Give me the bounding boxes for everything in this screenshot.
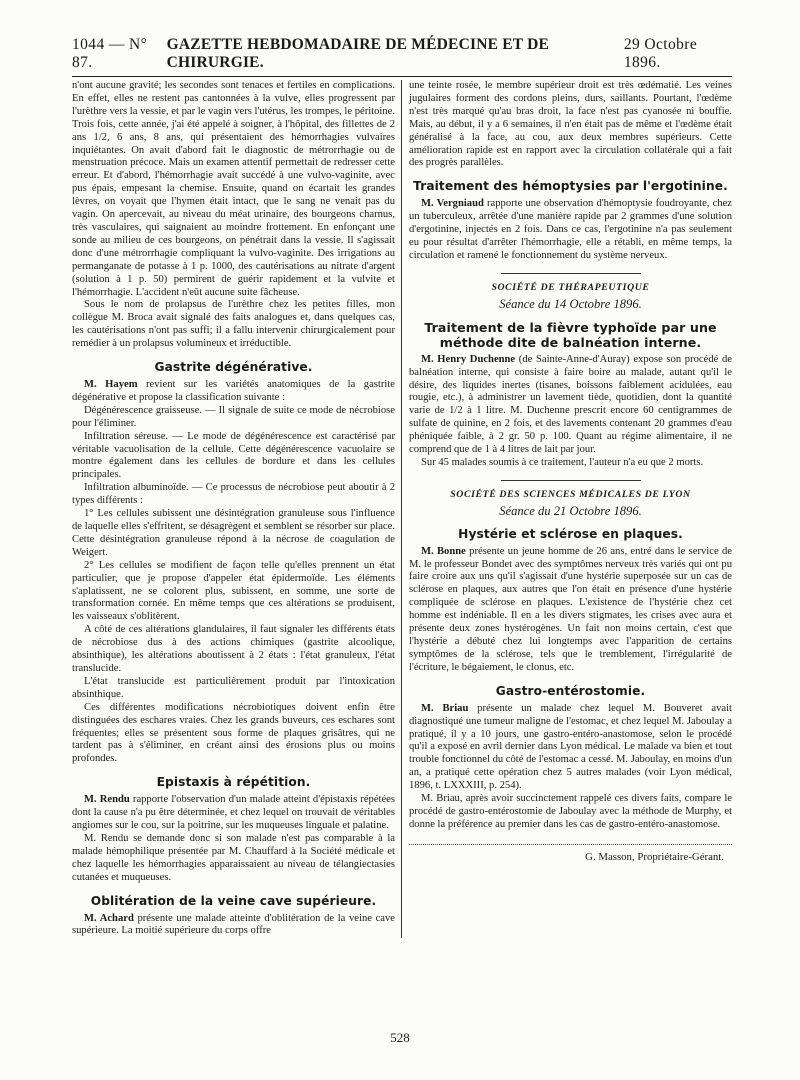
paragraph: Infiltration séreuse. — Le mode de dégénérescence est caractérisé par véritable vacuolisation de la cellule. Cette dégénérescence vacuolaire se montre également dans les cellules de bordure et dans les cellules principales. xyxy=(72,430,395,481)
journal-title: GAZETTE HEBDOMADAIRE DE MÉDECINE ET DE CHIRURGIE. xyxy=(166,36,550,71)
paragraph: Sur 45 malades soumis à ce traitement, l'auteur n'a eu que 2 morts. xyxy=(421,456,704,468)
paragraph: Ces différentes modifications nécrobiotiques doivent enfin être distinguées des eschares vraies. Chez les grands buveurs, ces eschares sont fréquentes; elles se présentent sous forme de plaques grisâtres, qui ne tardent pas à s'éliminer, en créant ainsi des érosions plus ou moins profondes. xyxy=(72,701,395,765)
section-heading: Hystérie et sclérose en plaques. xyxy=(458,526,683,541)
two-column-body xyxy=(72,80,732,938)
paragraph: M. Rendu rapporte l'observation d'un malade atteint d'épistaxis répétées dont la cause n'a pu être déterminée, et chez lequel on trouvait de véritables angiomes sur le cou, sur la poitrine, sur les muqueuses linguale et palatine. xyxy=(72,794,395,832)
right-column xyxy=(402,80,732,938)
paragraph: n'ont aucune gravité; les secondes sont tenaces et fertiles en complications. En effet, elles ne restent pas cantonnées à la vulve, elles progressent par l'urèthre vers la vessie, et par le vagin vers l'utérus, les trompes, le péritoine. Trois fois, cette année, j'ai été appelé à soigner, à l'hôpital, des fillettes de 2 ans 1/2, 6 ans, 8 ans, qui présentaient des hémorrhagies vulvaires inquiétantes. On avait d'abord fait le diagnostic de métrorrhagie ou de menstruation précoce. Mais un examen attentif permettait de redresser cette erreur. Et d'abord, l'hémorrhagie avait succédé à une vulvo-vaginite, avec pus épais, empesant la chemise. Ensuite, quand on écartait les grandes lèvres, on voyait que l'hymen était intact, que le sang ne venait pas du vagin. On apercevait, au niveau du méat urinaire, des bourgeons charnus, très vasculaires, qui saignaient au moindre frottement. En enfonçant une sonde au milieu de ces bourgeons, on pénétrait dans la vessie. Il s'agissait donc d'une métrorrhagie compliquant la vulvo-vaginite. Des irrigations au permanganate de potasse à 1 p. 1000, des cautérisations au nitrate d'argent (solution à 1 p. 50) permirent de guérir rapidement et la vulvite et l'hémorrhagie. L'accident n'eût aucune suite fâcheuse. xyxy=(72,80,395,298)
paragraph: Infiltration albuminoïde. — Ce processus de nécrobiose peut aboutir à 2 types différents : xyxy=(72,482,395,507)
author-name: M. Vergniaud xyxy=(421,198,484,210)
paragraph: M. Bonne présente un jeune homme de 26 ans, entré dans le service de M. le professeur Bondet avec des symptômes nerveux très variés qui ont pu faire croire aux uns qu'il s'agissait d'une hystérie superposée sur un cas de sclérose en plaques, aux autres que l'on était en présence d'une hystérie compliquée de sclérose en plaques. L'existence de l'hystérie chez cet homme est indéniable. Il en a les divers stigmates, les crises avec aura et présente deux zones hystérogènes. Un fait non moins certain, c'est que l'hystérie a débuté chez lui longtemps avec l'apparition de certains symptômes de la sclérose, tels que le tremblement, l'irrégularité de l'écriture, le bégaiement, le clonus, etc. xyxy=(409,545,732,673)
paragraph: A côté de ces altérations glandulaires, il faut signaler les différents états de nécrobiose dus à des actions chimiques (gastrite alcoolique, absinthique), les altérations aboutissent à 2 états : l'état granuleux, l'état translucide. xyxy=(72,624,395,674)
author-name: M. Bonne xyxy=(421,545,466,557)
page-number: 528 xyxy=(390,1030,410,1045)
paragraph: M. Hayem revient sur les variétés anatomiques de la gastrite dégénérative et propose la classification suivante : xyxy=(72,379,395,403)
left-column xyxy=(72,80,402,938)
society-heading: SOCIÉTÉ DES SCIENCES MÉDICALES DE LYON xyxy=(450,488,691,500)
author-name: M. Achard xyxy=(84,912,134,924)
session-date: Séance du 21 Octobre 1896. xyxy=(499,503,642,518)
author-name: M. Rendu xyxy=(84,794,130,806)
divider xyxy=(501,273,641,274)
running-header xyxy=(72,36,732,77)
paragraph: Sous le nom de prolapsus de l'urèthre chez les petites filles, mon collègue M. Broca avait signalé des faits analogues et, dans quelques cas, les cautérisations n'ont pas suffi; il a fallu intervenir chirurgicalement pour remédier à un prolapsus volumineux et irréductible. xyxy=(72,299,395,350)
section-heading: Traitement de la fièvre typhoïde par une méthode dite de balnéation interne. xyxy=(424,319,717,350)
paragraph: une teinte rosée, le membre supérieur droit est très œdématié. Les veines jugulaires forment des cordons pleins, durs, saillants. Pourtant, l'œdème n'est très marqué qu'au bras droit, la face n'est pas cyanosée ni bouffie. Mais, au début, il y a 6 semaines, il n'en était pas de même et l'œdème était généralisé à la face, au cou, aux deux membres supérieurs. Cette amélioration rapide est en rapport avec la circulation collatérale qui a fait des progrès parallèles. xyxy=(409,80,732,169)
paragraph: L'état translucide est particulièrement produit par l'intoxication absinthique. xyxy=(72,675,395,700)
issue-date: 29 Octobre 1896. xyxy=(623,36,698,71)
page-issue: 1044 — N° 87. xyxy=(72,36,148,71)
paragraph: M. Briau, après avoir succinctement rappelé ces divers faits, compare le procédé de gastro-entérostomie de Jaboulay avec la méthode de Murphy, et donne la préférence au premier dans les cas de gastro-entéro-anastomose. xyxy=(409,793,732,830)
signature: G. Masson, Propriétaire-Gérant. xyxy=(585,850,724,863)
paragraph: M. Vergniaud rapporte une observation d'hémoptysie foudroyante, chez un tuberculeux, arrêtée d'une manière rapide par 2 grammes d'une solution d'ergotinine, injectés en 2 fois. Dans ce cas, l'ergotinine n'a pas seulement eu pour résultat d'arrêter l'hémorrhagie, elle a rétabli, en même temps, la circulation et ramené le fonctionnement du système nerveux. xyxy=(409,198,732,261)
paragraph: M. Henry Duchenne (de Sainte-Anne-d'Auray) expose son procédé de balnéation interne, qui consiste à faire boire au malade, autant qu'il le désire, des liquides inertes (tisanes, boissons faiblement acidulées, eau rougie, etc.), à administrer un lavement tiède, quotidien, dont la quantité varie de 1/2 à 1 litre. M. Duchenne prescrit encore 60 centigrammes de sulfate de quinine, en 2 fois, et des lavements contenant 20 grammes d'eau phéniquée faible, à 2 gr. 50 p. 100. Quant au régime alimentaire, il ne comprend que de 1 à 4 litres de lait par jour. xyxy=(409,353,732,456)
paragraph: M. Rendu se demande donc si son malade n'est pas comparable à la malade hémophilique présentée par M. Chauffard à la Société médicale et chez laquelle les hémorrhagies apparaissaient au niveau de télangiectasies cutanées et muqueuses. xyxy=(72,832,395,883)
society-heading: SOCIÉTÉ DE THÉRAPEUTIQUE xyxy=(491,281,650,293)
divider xyxy=(501,480,641,481)
section-heading: Gastro-entérostomie. xyxy=(495,683,646,698)
author-name: M. Briau xyxy=(421,702,469,714)
dotted-divider xyxy=(409,844,732,845)
section-heading: Epistaxis à répétition. xyxy=(156,775,311,790)
paragraph: Dégénérescence graisseuse. — Il signale de suite ce mode de nécrobiose pour l'éliminer. xyxy=(72,404,395,429)
section-heading: Oblitération de la veine cave supérieure. xyxy=(90,893,377,908)
session-date: Séance du 14 Octobre 1896. xyxy=(499,296,642,311)
author-name: M. Henry Duchenne xyxy=(421,353,516,365)
paragraph: 1° Les cellules subissent une désintégration granuleuse sous l'influence de laquelle elles s'effritent, se désagrègent et semblent se résorber sur place. Cette désintégration granuleuse répond à la nécrose de coagulation de Weigert. xyxy=(72,508,395,558)
section-heading: Traitement des hémoptysies par l'ergotinine. xyxy=(413,179,728,194)
section-heading: Gastrite dégénérative. xyxy=(154,360,313,375)
paragraph: 2° Les cellules se modifient de façon telle qu'elles prennent un état particulier, que je propose d'appeler état épidermoïde. Les éléments s'aplatissent, ne se colorent plus, subissent, en somme, une sorte de transformation cornée. En même temps que ces altérations se produisent, les vaisseaux s'oblitèrent. xyxy=(72,559,395,623)
paragraph: M. Achard présente une malade atteinte d'oblitération de la veine cave supérieure. La moitié supérieure du corps offre xyxy=(72,912,395,937)
author-name: M. Hayem xyxy=(84,379,138,391)
paragraph: M. Briau présente un malade chez lequel M. Bouveret avait diagnostiqué une tumeur maligne de l'estomac, et chez lequel M. Jaboulay a pratiqué, il y a 10 jours, une gastro-entéro-anastomose, selon le procédé qu'il a exposé en avril dernier dans Lyon médical. Le malade va bien et tout trouble fonctionnel du côté de l'estomac a cessé. M. Jaboulay, en moins d'un an, a pratiqué cette opération chez 5 autres malades (voir Lyon médical, 1896, t. LXXXIII, p. 254). xyxy=(409,702,733,792)
